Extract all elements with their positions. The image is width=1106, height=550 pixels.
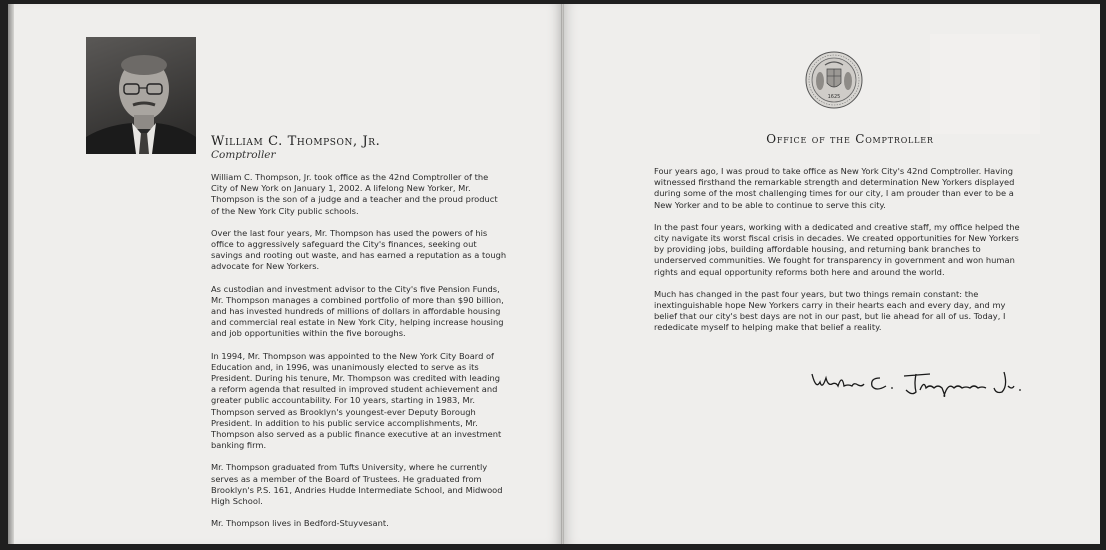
faded-area <box>930 34 1040 134</box>
letter-body <box>654 166 1020 345</box>
bio-paragraph: As custodian and investment advisor to the City's five Pension Funds, Mr. Thompson manages a combined portfolio of more than $90 billion, and has invested hundreds of millions of dollars in affordable housing and commercial real estate in New York City, helping increase housing and job opportunities within the five boroughs. <box>211 283 504 339</box>
letter-paragraph: Four years ago, I was proud to take office as New York City's 42nd Comptroller. Having witnessed firsthand the remarkable strength and determination New Yorkers displayed during some of the most challenging times for our city, I am prouder than ever to be a New Yorker and to be able to continue to serve this city. <box>654 166 1015 210</box>
signature <box>808 360 1028 400</box>
booklet-spread <box>8 4 1100 544</box>
bio-paragraph: William C. Thompson, Jr. took office as the 42nd Comptroller of the City of New York on January 1, 2002. A lifelong New Yorker, Mr. Thompson is the son of a judge and a teacher and the proud product of the New York City public schools. <box>211 172 498 216</box>
bio-paragraph: Over the last four years, Mr. Thompson has used the powers of his office to aggressively safeguard the City's finances, seeking out savings and rooting out waste, and has earned a reputation as a tough advocate for New Yorkers. <box>211 227 507 272</box>
letter-paragraph: In the past four years, working with a dedicated and creative staff, my office helped the city navigate its worst fiscal crisis in decades. We created opportunities for New Yorkers by providing jobs, building affordable housing, and returning bank branches to underserved communities. We fought for transparency in government and won human rights and equal opportunity reforms both here and around the world. <box>654 221 1020 277</box>
right-page <box>564 4 1100 544</box>
bio-paragraph: Mr. Thompson graduated from Tufts University, where he currently serves as a member of the Board of Trustees. He graduated from Brooklyn's P.S. 161, Andries Hudde Intermediate School, and Midwood High School. <box>211 462 503 507</box>
portrait-photo <box>86 37 196 154</box>
bio-paragraph: Mr. Thompson lives in Bedford-Stuyvesant. <box>211 518 389 529</box>
left-page <box>14 4 562 544</box>
letter-paragraph: Much has changed in the past four years, but two things remain constant: the inextinguishable hope New Yorkers carry in their hearts each and every day, and my belief that our city's best days are not in our past, but lie ahead for all of us. Today, I rededicate myself to helping make that belief a reality. <box>654 288 1006 333</box>
seal-year: 1625 <box>827 94 841 100</box>
person-name: William C. Thompson, Jr. <box>211 134 381 149</box>
city-seal-icon <box>805 51 863 109</box>
biography <box>211 172 507 540</box>
person-title: Comptroller <box>211 149 276 161</box>
bio-paragraph: In 1994, Mr. Thompson was appointed to the New York City Board of Education and, in 1996, was unanimously elected to serve as its President. During his tenure, Mr. Thompson was credited with leading a reform agenda that resulted in improved student achievement and greater public accountability. For 10 years, starting in 1983, Mr. Thompson served as Brooklyn's youngest-ever Deputy Borough President. In addition to his public service accomplishments, Mr. Thompson also served as a public finance executive at an investment banking firm. <box>211 350 502 451</box>
office-heading: Office of the Comptroller <box>766 132 934 146</box>
